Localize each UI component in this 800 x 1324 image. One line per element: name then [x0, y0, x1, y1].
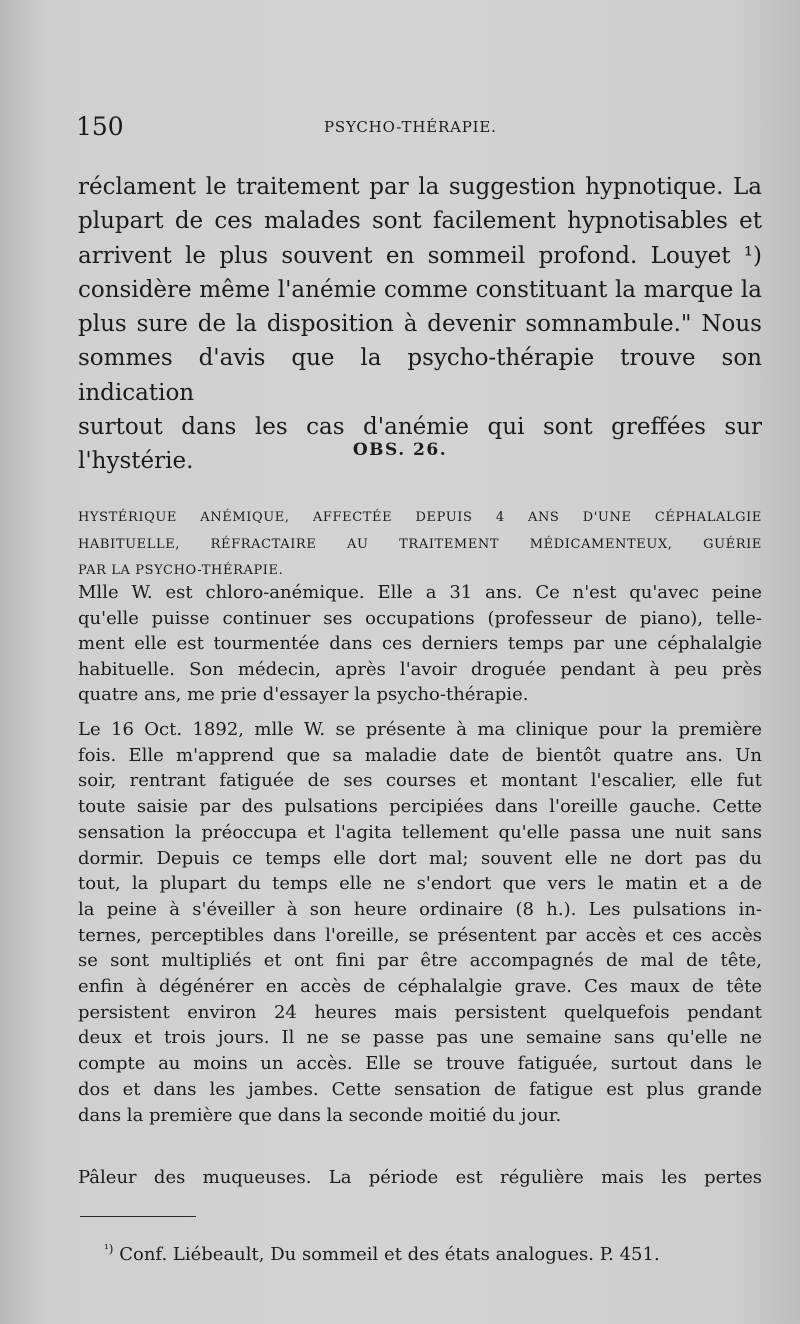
paragraph-history — [78, 717, 762, 1128]
case-title-line: PAR LA PSYCHO-THÉRAPIE. — [78, 563, 284, 578]
text-line: Pâleur des muqueuses. La période est régulière mais les pertes — [78, 1167, 762, 1188]
text-line: dans la première que dans la seconde moitié du jour. — [78, 1104, 562, 1126]
paragraph-intro — [78, 170, 762, 479]
footnote — [104, 1242, 660, 1265]
text-line: persistent environ 24 heures mais persistent quelquefois pendant — [78, 1001, 762, 1023]
text-line: se sont multipliés et ont fini par être accompagnés de mal de tête, — [78, 950, 762, 972]
text-line: deux et trois jours. Il ne se passe pas une semaine sans qu'elle ne — [78, 1027, 762, 1049]
running-title: PSYCHO-THÉRAPIE. — [324, 118, 497, 136]
text-line: réclament le traitement par la suggestion hypnotique. La — [78, 174, 762, 200]
text-line: ment elle est tourmentée dans ces derniers temps par une céphalalgie — [78, 633, 762, 654]
footnote-mark: ¹) — [104, 1242, 114, 1256]
text-line: sensation la préoccupa et l'agita tellement qu'elle passa une nuit sans — [78, 821, 762, 843]
case-title — [78, 505, 762, 585]
text-line: fois. Elle m'apprend que sa maladie date de bientôt quatre ans. Un — [78, 744, 762, 766]
observation-heading: OBS. 26. — [352, 440, 448, 460]
text-line: compte au moins un accès. Elle se trouve fatiguée, surtout dans le — [78, 1053, 762, 1075]
paragraph-symptoms — [78, 1165, 762, 1191]
text-line: soir, rentrant fatiguée de ses courses et montant l'escalier, elle fut — [78, 770, 762, 792]
text-line: surtout dans les cas d'anémie qui sont greffées sur l'hystérie. — [78, 414, 762, 475]
text-line: plupart de ces malades sont facilement hypnotisables et — [78, 208, 762, 235]
page-number: 150 — [76, 112, 124, 141]
text-line: ternes, perceptibles dans l'oreille, se présentent par accès et ces accès — [78, 924, 762, 946]
text-line: enfin à dégénérer en accès de céphalalgie grave. Ces maux de tête — [78, 976, 762, 998]
text-line: sommes d'avis que la psycho-thérapie trouve son indication — [78, 345, 762, 406]
text-line: qu'elle puisse continuer ses occupations (professeur de piano), telle- — [78, 607, 762, 629]
text-line: la peine à s'éveiller à son heure ordinaire (8 h.). Les pulsations in- — [78, 898, 762, 920]
text-line: considère même l'anémie comme constituant la marque la — [78, 276, 762, 303]
text-line: arrivent le plus souvent en sommeil profond. Louyet ¹) — [78, 242, 762, 269]
text-line: toute saisie par des pulsations percipiées dans l'oreille gauche. Cette — [78, 796, 762, 818]
case-title-line: HABITUELLE, RÉFRACTAIRE AU TRAITEMENT MÉDICAMENTEUX, GUÉRIE — [78, 536, 762, 552]
footnote-text: Conf. Liébeault, Du sommeil et des états analogues. P. 451. — [119, 1244, 660, 1265]
text-line: plus sure de la disposition à devenir somnambule." Nous — [78, 311, 762, 338]
text-line: dos et dans les jambes. Cette sensation de fatigue est plus grande — [78, 1078, 762, 1100]
page-header — [76, 112, 766, 148]
paragraph-patient — [78, 580, 762, 708]
text-line: quatre ans, me prie d'essayer la psycho-thérapie. — [78, 684, 529, 705]
text-line: tout, la plupart du temps elle ne s'endort que vers le matin et a de — [78, 873, 762, 895]
footnote-rule — [80, 1216, 196, 1217]
text-line: Le 16 Oct. 1892, mlle W. se présente à ma clinique pour la première — [78, 719, 762, 740]
text-line: dormir. Depuis ce temps elle dort mal; souvent elle ne dort pas du — [78, 847, 762, 869]
case-title-line: HYSTÉRIQUE ANÉMIQUE, AFFECTÉE DEPUIS 4 ANS D'UNE CÉPHALALGIE — [78, 510, 762, 525]
text-line: habituelle. Son médecin, après l'avoir droguée pendant à peu près — [78, 658, 762, 680]
text-line: Mlle W. est chloro-anémique. Elle a 31 ans. Ce n'est qu'avec peine — [78, 582, 762, 603]
